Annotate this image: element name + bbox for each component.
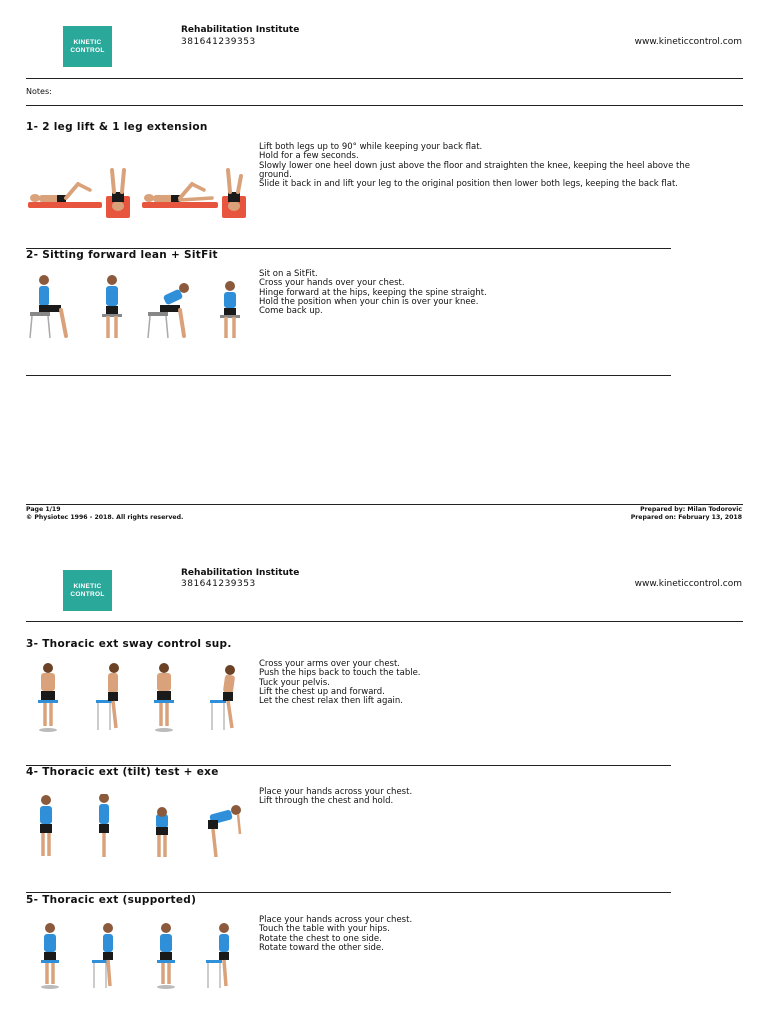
- website-link[interactable]: www.kineticcontrol.com: [634, 37, 742, 47]
- exercise-5-step: Touch the table with your hips.: [259, 924, 390, 935]
- exercise-2-step: Sit on a SitFit.: [259, 269, 318, 279]
- exercise-3-step: Push the hips back to touch the table.: [259, 668, 421, 679]
- exercise-3-step: Lift the chest up and forward.: [259, 686, 385, 697]
- exercise-4-step: Place your hands across your chest.: [259, 787, 413, 797]
- exercise-2-step: Hinge forward at the hips, keeping the spine straight.: [259, 287, 487, 298]
- exercise-3-step: Tuck your pelvis.: [259, 677, 330, 688]
- notes-divider: [26, 105, 743, 106]
- prepared-by: Prepared by: Milan Todorovic: [640, 506, 742, 513]
- footer-right: [631, 506, 742, 521]
- exercise-3-title: 3- Thoracic ext sway control sup.: [26, 638, 232, 650]
- exercise-1-illustration: [26, 162, 251, 220]
- exercise-4-title: 4- Thoracic ext (tilt) test + exe: [26, 766, 219, 778]
- notes-label: Notes:: [26, 87, 52, 96]
- exercise-2-step: Hold the position when your chin is over your knee.: [259, 296, 479, 307]
- exercise-4-illustration: [26, 794, 251, 860]
- exercise-2-divider: [26, 375, 671, 376]
- exercise-3-step: Cross your arms over your chest.: [259, 659, 401, 669]
- exercise-1-step: Lift both legs up to 90° while keeping your back flat.: [259, 142, 483, 152]
- exercise-1-step: Slide it back in and lift your leg to the original position then lower both legs, keeping the back flat.: [259, 179, 679, 190]
- exercise-2-step: Cross your hands over your chest.: [259, 278, 405, 289]
- exercise-3-illustration: [26, 660, 251, 734]
- exercise-1-title: 1- 2 leg lift & 1 leg extension: [26, 121, 208, 133]
- header-divider: [26, 78, 743, 79]
- exercise-5-step: Place your hands across your chest.: [259, 915, 413, 925]
- exercise-2-title: 2- Sitting forward lean + SitFit: [26, 249, 218, 261]
- phone-number: 381641239353: [181, 37, 256, 47]
- organization-name: Rehabilitation Institute: [181, 25, 300, 35]
- exercise-2-illustration: [26, 272, 251, 342]
- exercise-1-steps: [259, 143, 699, 189]
- organization-name: Rehabilitation Institute: [181, 568, 300, 578]
- exercise-5-steps: [259, 916, 699, 953]
- exercise-5-title: 5- Thoracic ext (supported): [26, 894, 197, 906]
- footer-divider: [26, 504, 743, 505]
- exercise-2-steps: [259, 270, 699, 316]
- exercise-2-step: Come back up.: [259, 306, 323, 317]
- exercise-4-steps: [259, 788, 699, 807]
- exercise-5-illustration: [26, 922, 251, 990]
- footer-left: [26, 506, 183, 521]
- exercise-4-step: Lift through the chest and hold.: [259, 796, 394, 807]
- page-2: [0, 540, 768, 1024]
- exercise-5-step: Rotate the chest to one side.: [259, 933, 382, 944]
- phone-number: 381641239353: [181, 579, 256, 589]
- page-number: Page 1/19: [26, 506, 61, 513]
- copyright: © Physiotec 1996 - 2018. All rights reserved.: [26, 513, 184, 521]
- exercise-1-step: Slowly lower one heel down just above the floor and straighten the knee, keeping the heel above the ground.: [259, 160, 690, 180]
- header-divider: [26, 621, 743, 622]
- kinetic-control-logo: KINETIC CONTROL: [63, 26, 112, 67]
- exercise-3-steps: [259, 660, 699, 706]
- exercise-5-step: Rotate toward the other side.: [259, 942, 384, 953]
- exercise-1-step: Hold for a few seconds.: [259, 151, 359, 162]
- prepared-on: Prepared on: February 13, 2018: [630, 513, 742, 521]
- exercise-4-divider: [26, 892, 671, 893]
- kinetic-control-logo: KINETIC CONTROL: [63, 570, 112, 611]
- exercise-3-step: Let the chest relax then lift again.: [259, 696, 403, 707]
- website-link[interactable]: www.kineticcontrol.com: [634, 579, 742, 589]
